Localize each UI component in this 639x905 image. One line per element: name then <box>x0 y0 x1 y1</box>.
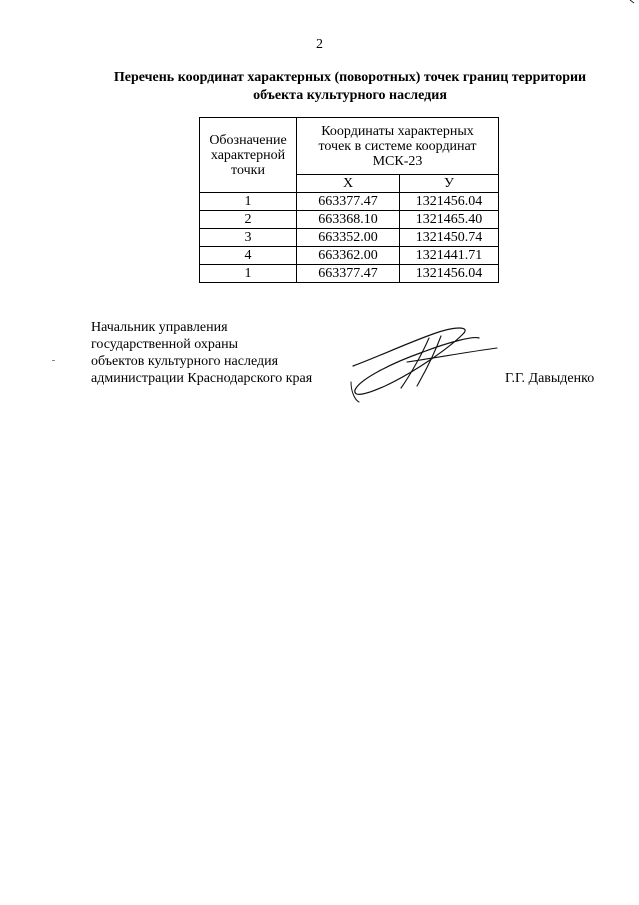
cell-point: 1 <box>200 193 297 211</box>
signer-name: Г.Г. Давыденко <box>505 371 595 386</box>
cell-y: 1321456.04 <box>400 265 499 283</box>
table-row <box>200 229 499 247</box>
scan-corner-mark <box>629 0 635 4</box>
cell-y: 1321456.04 <box>400 193 499 211</box>
table-row <box>200 193 499 211</box>
header-coords-line-1: Координаты характерных <box>321 123 474 139</box>
table-row <box>200 247 499 265</box>
cell-point: 2 <box>200 211 297 229</box>
cell-x: 663377.47 <box>297 265 400 283</box>
header-coords-line-3: МСК-23 <box>372 153 423 169</box>
title-line-2: объекта культурного наследия <box>253 88 447 103</box>
cell-x: 663368.10 <box>297 211 400 229</box>
header-point-line-1: Обозначение <box>209 132 287 148</box>
position-line-3: объектов культурного наследия <box>91 354 279 369</box>
title-line-1: Перечень координат характерных (поворотных) точек границ территории <box>113 70 587 85</box>
page-number: 2 <box>316 37 323 52</box>
document-title <box>70 69 630 105</box>
table-header-row <box>200 118 499 175</box>
position-line-2: государственной охраны <box>91 337 239 352</box>
header-coordinates <box>297 118 499 175</box>
header-x: X <box>297 175 400 193</box>
cell-point: 4 <box>200 247 297 265</box>
position-line-4: администрации Краснодарского края <box>91 371 313 386</box>
header-point-line-2: характерной <box>210 147 286 163</box>
header-point-line-3: точки <box>231 162 265 178</box>
table-row <box>200 265 499 283</box>
header-point-designation <box>200 118 297 193</box>
cell-x: 663362.00 <box>297 247 400 265</box>
cell-point: 1 <box>200 265 297 283</box>
coordinates-table <box>199 117 499 283</box>
position-line-1: Начальник управления <box>91 320 228 335</box>
cell-y: 1321450.74 <box>400 229 499 247</box>
header-y: У <box>400 175 499 193</box>
cell-x: 663352.00 <box>297 229 400 247</box>
scan-speck <box>52 360 55 362</box>
signatory-position <box>91 319 351 387</box>
cell-y: 1321465.40 <box>400 211 499 229</box>
cell-y: 1321441.71 <box>400 247 499 265</box>
cell-x: 663377.47 <box>297 193 400 211</box>
cell-point: 3 <box>200 229 297 247</box>
table-row <box>200 211 499 229</box>
header-coords-line-2: точек в системе координат <box>318 138 477 154</box>
handwritten-signature <box>345 322 505 404</box>
